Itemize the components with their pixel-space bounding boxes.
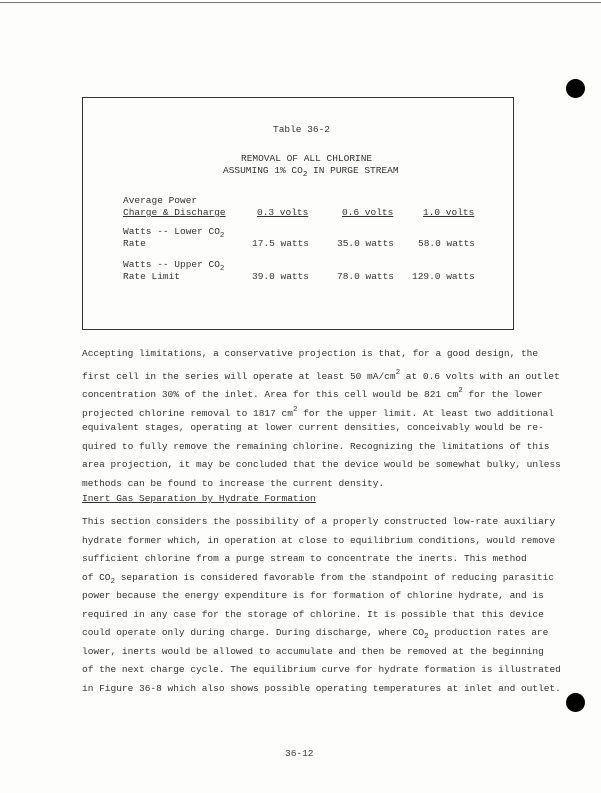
row2-value-0-3: 39.0 watts	[252, 271, 310, 282]
column-header-0-3-volts: 0.3 volts	[257, 207, 309, 218]
table-title-line1: REMOVAL OF ALL CHLORINE	[241, 153, 373, 164]
text-line: lower, inerts would be allowed to accumulate and then be removed at the beginning	[82, 645, 544, 657]
text-line: Accepting limitations, a conservative projection is that, for a good design, the	[82, 348, 539, 359]
text-line: projected chlorine removal to 1817 $cm^2$ for the upper limit. At least two additional	[82, 405, 554, 419]
text-line: of the next charge cycle. The equilibrium curve for hydrate formation is illustrated	[82, 664, 561, 675]
text-line: area projection, it may be concluded that the device would be somewhat bulky, unless	[82, 459, 561, 470]
page-number: 36-12	[285, 748, 314, 759]
text-line: of $CO_2$ separation is considered favorable from the standpoint of reducing parasitic	[82, 571, 555, 586]
text-line: quired to fully remove the remaining chlorine. Recognizing the limitations of this	[82, 440, 550, 452]
text-line: This section considers the possibility of a properly constructed low-rate auxiliary	[82, 516, 556, 527]
binder-hole-bottom	[566, 693, 585, 712]
section-heading: Inert Gas Separation by Hydrate Formation	[82, 493, 316, 504]
text-line: could operate only during charge. During discharge, where $CO_2$ production rates are	[82, 627, 549, 641]
text-line: required in any case for the storage of chlorine. It is possible that this device	[82, 608, 544, 620]
text-line: hydrate former which, in operation at close to equilibrium conditions, would remove	[82, 534, 556, 546]
top-rule	[0, 2, 601, 3]
text-line: concentration 30% of the inlet. Area for this cell would be 821 $cm^2$ for the lower	[82, 387, 543, 400]
table-title-line2: ASSUMING 1% $CO_2$ IN PURGE STREAM	[223, 165, 399, 179]
column-header-0-6-volts: 0.6 volts	[342, 207, 394, 218]
row2-label-line2: Rate Limit	[123, 271, 181, 282]
binder-hole-top	[566, 79, 585, 98]
row2-value-1-0: 129.0 watts	[412, 271, 475, 282]
row1-value-0-6: 35.0 watts	[337, 238, 395, 249]
table-36-2	[82, 97, 514, 330]
text-line: sufficient chlorine from a purge stream to concentrate the inerts. This method	[82, 553, 527, 564]
text-line: in Figure 36-8 which also shows possible operating temperatures at inlet and outlet.	[82, 682, 561, 694]
text-line: power because the energy expenditure is for formation of chlorine hydrate, and is	[82, 590, 544, 601]
text-line: methods can be found to increase the current density.	[82, 477, 385, 489]
column-header-1-0-volts: 1.0 volts	[423, 207, 475, 218]
row1-value-0-3: 17.5 watts	[252, 238, 310, 249]
row1-label-line1: Watts -- Lower $CO_2$	[123, 226, 225, 240]
text-line: first cell in the series will operate at least 50 $mA/cm^2$ at 0.6 volts with an outlet	[82, 368, 560, 382]
row1-value-1-0: 58.0 watts	[418, 238, 476, 249]
row1-label-line2: Rate	[123, 238, 146, 249]
row2-value-0-6: 78.0 watts	[337, 271, 395, 282]
table-label: Table 36-2	[273, 124, 331, 135]
header-charge-discharge: Charge & Discharge	[123, 207, 226, 218]
paragraph-limitations	[82, 345, 561, 493]
paragraph-hydrate	[82, 513, 561, 698]
text-line: equivalent stages, operating at lower current densities, conceivably would be re-	[82, 422, 544, 433]
header-average-power: Average Power	[123, 195, 198, 206]
row2-label-line1: Watts -- Upper $CO_2$	[123, 259, 225, 273]
